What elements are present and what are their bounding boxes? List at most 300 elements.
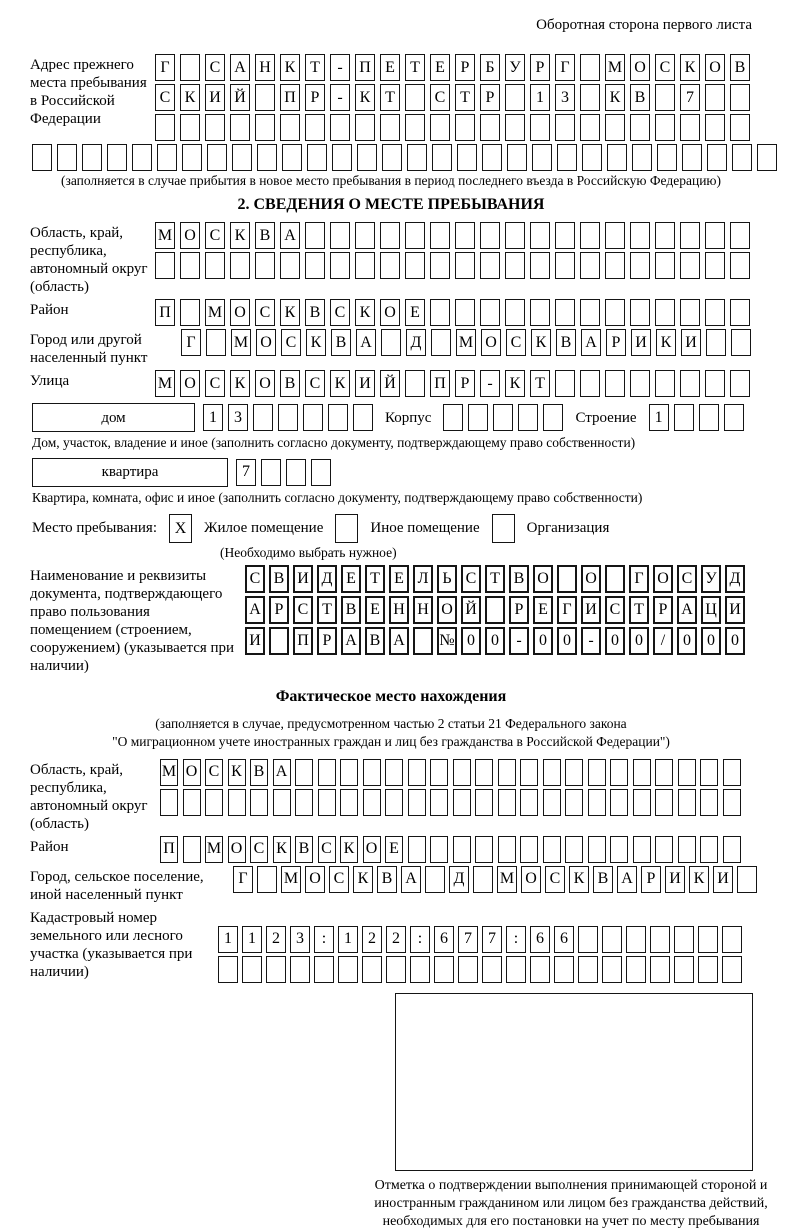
char-box[interactable] bbox=[565, 759, 583, 786]
char-box[interactable]: 0 bbox=[485, 627, 505, 655]
char-box[interactable]: : bbox=[506, 926, 526, 953]
char-box[interactable]: О bbox=[305, 866, 325, 893]
char-box[interactable] bbox=[530, 114, 550, 141]
char-box[interactable]: 7 bbox=[482, 926, 502, 953]
char-box[interactable]: В bbox=[280, 370, 300, 397]
char-box[interactable]: П bbox=[160, 836, 178, 863]
char-box[interactable]: П bbox=[355, 54, 375, 81]
char-box[interactable]: К bbox=[330, 370, 350, 397]
char-box[interactable]: О bbox=[481, 329, 501, 356]
char-box[interactable] bbox=[363, 759, 381, 786]
char-box[interactable] bbox=[555, 222, 575, 249]
char-box[interactable]: С bbox=[329, 866, 349, 893]
char-box[interactable] bbox=[705, 252, 725, 279]
char-box[interactable] bbox=[505, 222, 525, 249]
char-box[interactable]: 7 bbox=[680, 84, 700, 111]
char-box[interactable] bbox=[655, 114, 675, 141]
char-box[interactable] bbox=[480, 114, 500, 141]
char-box[interactable]: О bbox=[705, 54, 725, 81]
char-box[interactable] bbox=[505, 114, 525, 141]
char-box[interactable] bbox=[678, 759, 696, 786]
char-box[interactable]: Р bbox=[455, 54, 475, 81]
char-box[interactable]: М bbox=[497, 866, 517, 893]
char-box[interactable]: О bbox=[630, 54, 650, 81]
char-box[interactable]: О bbox=[180, 370, 200, 397]
char-box[interactable]: А bbox=[273, 759, 291, 786]
char-box[interactable] bbox=[655, 84, 675, 111]
char-box[interactable]: О bbox=[533, 565, 553, 593]
char-box[interactable] bbox=[330, 114, 350, 141]
char-box[interactable] bbox=[385, 789, 403, 816]
char-box[interactable]: Е bbox=[365, 596, 385, 624]
char-box[interactable]: 7 bbox=[458, 926, 478, 953]
char-box[interactable]: Р bbox=[317, 627, 337, 655]
char-box[interactable] bbox=[554, 956, 574, 983]
char-box[interactable]: 3 bbox=[228, 404, 248, 431]
char-box[interactable] bbox=[475, 836, 493, 863]
char-box[interactable]: К bbox=[230, 370, 250, 397]
char-box[interactable]: / bbox=[653, 627, 673, 655]
char-box[interactable]: Т bbox=[380, 84, 400, 111]
char-box[interactable] bbox=[680, 299, 700, 326]
char-box[interactable] bbox=[543, 836, 561, 863]
char-box[interactable]: Е bbox=[533, 596, 553, 624]
char-box[interactable]: 0 bbox=[557, 627, 577, 655]
char-box[interactable]: К bbox=[355, 84, 375, 111]
char-box[interactable] bbox=[580, 84, 600, 111]
char-box[interactable] bbox=[626, 926, 646, 953]
char-box[interactable] bbox=[232, 144, 252, 171]
char-box[interactable] bbox=[311, 459, 331, 486]
char-box[interactable] bbox=[230, 114, 250, 141]
stay-type-checkbox-zhiloe[interactable]: X bbox=[169, 514, 192, 543]
char-box[interactable] bbox=[530, 252, 550, 279]
char-box[interactable]: Т bbox=[629, 596, 649, 624]
char-box[interactable] bbox=[565, 789, 583, 816]
char-box[interactable]: А bbox=[230, 54, 250, 81]
char-box[interactable]: Д bbox=[449, 866, 469, 893]
char-box[interactable]: 7 bbox=[236, 459, 256, 486]
char-box[interactable]: 2 bbox=[362, 926, 382, 953]
char-box[interactable]: М bbox=[155, 370, 175, 397]
char-box[interactable] bbox=[405, 370, 425, 397]
char-box[interactable] bbox=[280, 114, 300, 141]
char-box[interactable] bbox=[57, 144, 77, 171]
char-box[interactable] bbox=[207, 144, 227, 171]
char-box[interactable] bbox=[674, 926, 694, 953]
char-box[interactable] bbox=[455, 222, 475, 249]
char-box[interactable]: - bbox=[330, 84, 350, 111]
char-box[interactable]: И bbox=[355, 370, 375, 397]
char-box[interactable] bbox=[183, 836, 201, 863]
char-box[interactable]: Г bbox=[557, 596, 577, 624]
char-box[interactable]: О bbox=[180, 222, 200, 249]
char-box[interactable] bbox=[257, 144, 277, 171]
char-box[interactable] bbox=[434, 956, 454, 983]
char-box[interactable]: П bbox=[155, 299, 175, 326]
char-box[interactable]: 1 bbox=[530, 84, 550, 111]
char-box[interactable]: И bbox=[245, 627, 265, 655]
char-box[interactable] bbox=[357, 144, 377, 171]
char-box[interactable] bbox=[730, 222, 750, 249]
char-box[interactable] bbox=[473, 866, 493, 893]
char-box[interactable] bbox=[678, 836, 696, 863]
char-box[interactable] bbox=[453, 836, 471, 863]
char-box[interactable]: Л bbox=[413, 565, 433, 593]
char-box[interactable] bbox=[630, 370, 650, 397]
char-box[interactable]: П bbox=[280, 84, 300, 111]
char-box[interactable] bbox=[205, 114, 225, 141]
char-box[interactable] bbox=[205, 252, 225, 279]
char-box[interactable] bbox=[580, 114, 600, 141]
char-box[interactable] bbox=[455, 299, 475, 326]
char-box[interactable] bbox=[655, 299, 675, 326]
char-box[interactable] bbox=[722, 956, 742, 983]
char-box[interactable]: А bbox=[677, 596, 697, 624]
char-box[interactable]: М bbox=[205, 836, 223, 863]
char-box[interactable]: М bbox=[205, 299, 225, 326]
char-box[interactable]: К bbox=[280, 54, 300, 81]
confirmation-stamp-area[interactable] bbox=[395, 993, 753, 1171]
char-box[interactable] bbox=[610, 836, 628, 863]
char-box[interactable] bbox=[530, 299, 550, 326]
char-box[interactable]: М bbox=[160, 759, 178, 786]
char-box[interactable] bbox=[180, 54, 200, 81]
char-box[interactable] bbox=[493, 404, 513, 431]
char-box[interactable] bbox=[430, 222, 450, 249]
char-box[interactable]: В bbox=[341, 596, 361, 624]
char-box[interactable]: В bbox=[295, 836, 313, 863]
char-box[interactable] bbox=[732, 144, 752, 171]
char-box[interactable]: - bbox=[480, 370, 500, 397]
char-box[interactable] bbox=[468, 404, 488, 431]
char-box[interactable] bbox=[340, 759, 358, 786]
stay-type-checkbox-inoe[interactable] bbox=[335, 514, 358, 543]
char-box[interactable]: М bbox=[155, 222, 175, 249]
char-box[interactable]: И bbox=[631, 329, 651, 356]
char-box[interactable]: С bbox=[205, 370, 225, 397]
char-box[interactable] bbox=[363, 789, 381, 816]
char-box[interactable]: Ь bbox=[437, 565, 457, 593]
char-box[interactable] bbox=[273, 789, 291, 816]
char-box[interactable] bbox=[380, 222, 400, 249]
char-box[interactable] bbox=[680, 252, 700, 279]
char-box[interactable] bbox=[305, 252, 325, 279]
char-box[interactable] bbox=[355, 114, 375, 141]
char-box[interactable]: 6 bbox=[530, 926, 550, 953]
char-box[interactable] bbox=[307, 144, 327, 171]
char-box[interactable] bbox=[405, 84, 425, 111]
char-box[interactable]: О bbox=[183, 759, 201, 786]
char-box[interactable] bbox=[505, 84, 525, 111]
char-box[interactable]: Ц bbox=[701, 596, 721, 624]
char-box[interactable]: И bbox=[681, 329, 701, 356]
char-box[interactable]: С bbox=[655, 54, 675, 81]
char-box[interactable] bbox=[430, 252, 450, 279]
char-box[interactable]: С bbox=[245, 565, 265, 593]
char-box[interactable]: Р bbox=[480, 84, 500, 111]
char-box[interactable] bbox=[482, 144, 502, 171]
char-box[interactable]: 0 bbox=[629, 627, 649, 655]
char-box[interactable] bbox=[385, 759, 403, 786]
char-box[interactable]: Й bbox=[380, 370, 400, 397]
char-box[interactable] bbox=[183, 789, 201, 816]
char-box[interactable] bbox=[555, 370, 575, 397]
char-box[interactable] bbox=[582, 144, 602, 171]
char-box[interactable] bbox=[413, 627, 433, 655]
char-box[interactable]: В bbox=[377, 866, 397, 893]
char-box[interactable] bbox=[132, 144, 152, 171]
char-box[interactable] bbox=[655, 252, 675, 279]
char-box[interactable]: А bbox=[341, 627, 361, 655]
char-box[interactable] bbox=[730, 114, 750, 141]
char-box[interactable] bbox=[724, 404, 744, 431]
char-box[interactable] bbox=[480, 252, 500, 279]
char-box[interactable]: А bbox=[245, 596, 265, 624]
char-box[interactable] bbox=[381, 329, 401, 356]
char-box[interactable] bbox=[680, 222, 700, 249]
char-box[interactable] bbox=[330, 252, 350, 279]
char-box[interactable] bbox=[482, 956, 502, 983]
char-box[interactable]: Р bbox=[641, 866, 661, 893]
char-box[interactable] bbox=[580, 370, 600, 397]
char-box[interactable]: С bbox=[461, 565, 481, 593]
char-box[interactable]: Й bbox=[230, 84, 250, 111]
char-box[interactable]: О bbox=[256, 329, 276, 356]
char-box[interactable]: В bbox=[255, 222, 275, 249]
char-box[interactable] bbox=[107, 144, 127, 171]
char-box[interactable]: С bbox=[205, 222, 225, 249]
char-box[interactable] bbox=[700, 759, 718, 786]
char-box[interactable]: О bbox=[437, 596, 457, 624]
char-box[interactable] bbox=[505, 299, 525, 326]
char-box[interactable]: А bbox=[401, 866, 421, 893]
char-box[interactable] bbox=[180, 252, 200, 279]
char-box[interactable] bbox=[706, 329, 726, 356]
char-box[interactable]: Г bbox=[233, 866, 253, 893]
char-box[interactable] bbox=[255, 114, 275, 141]
char-box[interactable]: Е bbox=[385, 836, 403, 863]
char-box[interactable]: К bbox=[230, 222, 250, 249]
char-box[interactable] bbox=[228, 789, 246, 816]
char-box[interactable]: Н bbox=[413, 596, 433, 624]
char-box[interactable]: М bbox=[456, 329, 476, 356]
char-box[interactable]: Д bbox=[406, 329, 426, 356]
char-box[interactable] bbox=[253, 404, 273, 431]
char-box[interactable]: К bbox=[353, 866, 373, 893]
char-box[interactable] bbox=[180, 299, 200, 326]
char-box[interactable]: В bbox=[269, 565, 289, 593]
char-box[interactable] bbox=[723, 789, 741, 816]
char-box[interactable]: В bbox=[365, 627, 385, 655]
char-box[interactable] bbox=[453, 759, 471, 786]
char-box[interactable] bbox=[633, 836, 651, 863]
char-box[interactable]: 0 bbox=[725, 627, 745, 655]
char-box[interactable]: И bbox=[665, 866, 685, 893]
char-box[interactable]: Й bbox=[461, 596, 481, 624]
char-box[interactable]: К bbox=[340, 836, 358, 863]
char-box[interactable] bbox=[655, 789, 673, 816]
char-box[interactable]: С bbox=[250, 836, 268, 863]
char-box[interactable] bbox=[557, 565, 577, 593]
char-box[interactable] bbox=[655, 370, 675, 397]
char-box[interactable]: К bbox=[306, 329, 326, 356]
char-box[interactable]: К bbox=[280, 299, 300, 326]
char-box[interactable] bbox=[410, 956, 430, 983]
char-box[interactable]: К bbox=[180, 84, 200, 111]
char-box[interactable] bbox=[407, 144, 427, 171]
char-box[interactable] bbox=[630, 114, 650, 141]
char-box[interactable]: 0 bbox=[533, 627, 553, 655]
char-box[interactable] bbox=[731, 329, 751, 356]
char-box[interactable]: И bbox=[205, 84, 225, 111]
char-box[interactable]: 6 bbox=[554, 926, 574, 953]
char-box[interactable]: В bbox=[630, 84, 650, 111]
char-box[interactable]: С bbox=[330, 299, 350, 326]
char-box[interactable] bbox=[290, 956, 310, 983]
char-box[interactable] bbox=[730, 252, 750, 279]
char-box[interactable] bbox=[380, 252, 400, 279]
char-box[interactable]: Д bbox=[317, 565, 337, 593]
char-box[interactable]: О bbox=[255, 370, 275, 397]
char-box[interactable]: 1 bbox=[218, 926, 238, 953]
char-box[interactable]: 1 bbox=[242, 926, 262, 953]
char-box[interactable] bbox=[430, 114, 450, 141]
char-box[interactable]: С bbox=[255, 299, 275, 326]
char-box[interactable] bbox=[610, 789, 628, 816]
char-box[interactable] bbox=[610, 759, 628, 786]
char-box[interactable]: - bbox=[581, 627, 601, 655]
char-box[interactable] bbox=[580, 299, 600, 326]
char-box[interactable] bbox=[655, 222, 675, 249]
char-box[interactable] bbox=[382, 144, 402, 171]
char-box[interactable] bbox=[602, 956, 622, 983]
char-box[interactable]: К bbox=[689, 866, 709, 893]
char-box[interactable] bbox=[305, 114, 325, 141]
char-box[interactable]: : bbox=[314, 926, 334, 953]
char-box[interactable]: С bbox=[677, 565, 697, 593]
char-box[interactable]: С bbox=[205, 54, 225, 81]
char-box[interactable] bbox=[580, 252, 600, 279]
char-box[interactable] bbox=[578, 926, 598, 953]
char-box[interactable]: А bbox=[581, 329, 601, 356]
char-box[interactable]: Р bbox=[606, 329, 626, 356]
char-box[interactable] bbox=[278, 404, 298, 431]
char-box[interactable] bbox=[682, 144, 702, 171]
char-box[interactable]: Е bbox=[430, 54, 450, 81]
char-box[interactable] bbox=[206, 329, 226, 356]
char-box[interactable] bbox=[269, 627, 289, 655]
char-box[interactable]: В bbox=[250, 759, 268, 786]
char-box[interactable]: И bbox=[293, 565, 313, 593]
char-box[interactable] bbox=[737, 866, 757, 893]
char-box[interactable] bbox=[565, 836, 583, 863]
char-box[interactable]: О bbox=[653, 565, 673, 593]
char-box[interactable] bbox=[432, 144, 452, 171]
char-box[interactable] bbox=[453, 789, 471, 816]
char-box[interactable] bbox=[505, 252, 525, 279]
char-box[interactable] bbox=[650, 926, 670, 953]
char-box[interactable]: М bbox=[281, 866, 301, 893]
char-box[interactable]: У bbox=[505, 54, 525, 81]
char-box[interactable]: Р bbox=[509, 596, 529, 624]
char-box[interactable]: 2 bbox=[386, 926, 406, 953]
char-box[interactable]: Т bbox=[485, 565, 505, 593]
char-box[interactable] bbox=[458, 956, 478, 983]
char-box[interactable] bbox=[255, 252, 275, 279]
char-box[interactable] bbox=[408, 836, 426, 863]
char-box[interactable] bbox=[705, 299, 725, 326]
char-box[interactable]: С bbox=[293, 596, 313, 624]
char-box[interactable]: Г bbox=[181, 329, 201, 356]
char-box[interactable] bbox=[242, 956, 262, 983]
char-box[interactable]: Т bbox=[305, 54, 325, 81]
char-box[interactable] bbox=[408, 759, 426, 786]
char-box[interactable] bbox=[443, 404, 463, 431]
char-box[interactable] bbox=[602, 926, 622, 953]
char-box[interactable]: Р bbox=[530, 54, 550, 81]
char-box[interactable]: А bbox=[356, 329, 376, 356]
char-box[interactable] bbox=[155, 114, 175, 141]
char-box[interactable]: В bbox=[305, 299, 325, 326]
char-box[interactable] bbox=[588, 836, 606, 863]
char-box[interactable] bbox=[431, 329, 451, 356]
char-box[interactable]: С bbox=[205, 759, 223, 786]
char-box[interactable] bbox=[353, 404, 373, 431]
char-box[interactable]: В bbox=[593, 866, 613, 893]
char-box[interactable]: Е bbox=[389, 565, 409, 593]
char-box[interactable]: С bbox=[430, 84, 450, 111]
char-box[interactable] bbox=[205, 789, 223, 816]
char-box[interactable] bbox=[520, 789, 538, 816]
char-box[interactable] bbox=[303, 404, 323, 431]
char-box[interactable]: : bbox=[410, 926, 430, 953]
char-box[interactable] bbox=[257, 866, 277, 893]
char-box[interactable] bbox=[520, 836, 538, 863]
char-box[interactable] bbox=[518, 404, 538, 431]
char-box[interactable] bbox=[230, 252, 250, 279]
char-box[interactable]: В bbox=[509, 565, 529, 593]
char-box[interactable] bbox=[455, 114, 475, 141]
char-box[interactable]: Е bbox=[405, 299, 425, 326]
char-box[interactable] bbox=[157, 144, 177, 171]
char-box[interactable]: К bbox=[569, 866, 589, 893]
char-box[interactable]: О bbox=[581, 565, 601, 593]
char-box[interactable]: К bbox=[355, 299, 375, 326]
char-box[interactable] bbox=[633, 759, 651, 786]
char-box[interactable] bbox=[314, 956, 334, 983]
char-box[interactable]: В bbox=[331, 329, 351, 356]
char-box[interactable]: - bbox=[509, 627, 529, 655]
char-box[interactable]: 2 bbox=[266, 926, 286, 953]
char-box[interactable]: 0 bbox=[605, 627, 625, 655]
char-box[interactable] bbox=[632, 144, 652, 171]
char-box[interactable] bbox=[730, 299, 750, 326]
char-box[interactable] bbox=[261, 459, 281, 486]
stay-type-checkbox-org[interactable] bbox=[492, 514, 515, 543]
char-box[interactable] bbox=[182, 144, 202, 171]
char-box[interactable] bbox=[530, 222, 550, 249]
char-box[interactable]: Т bbox=[405, 54, 425, 81]
char-box[interactable] bbox=[543, 789, 561, 816]
char-box[interactable] bbox=[330, 222, 350, 249]
char-box[interactable] bbox=[405, 252, 425, 279]
char-box[interactable] bbox=[408, 789, 426, 816]
char-box[interactable] bbox=[507, 144, 527, 171]
char-box[interactable]: А bbox=[617, 866, 637, 893]
char-box[interactable]: О bbox=[521, 866, 541, 893]
char-box[interactable]: 1 bbox=[338, 926, 358, 953]
